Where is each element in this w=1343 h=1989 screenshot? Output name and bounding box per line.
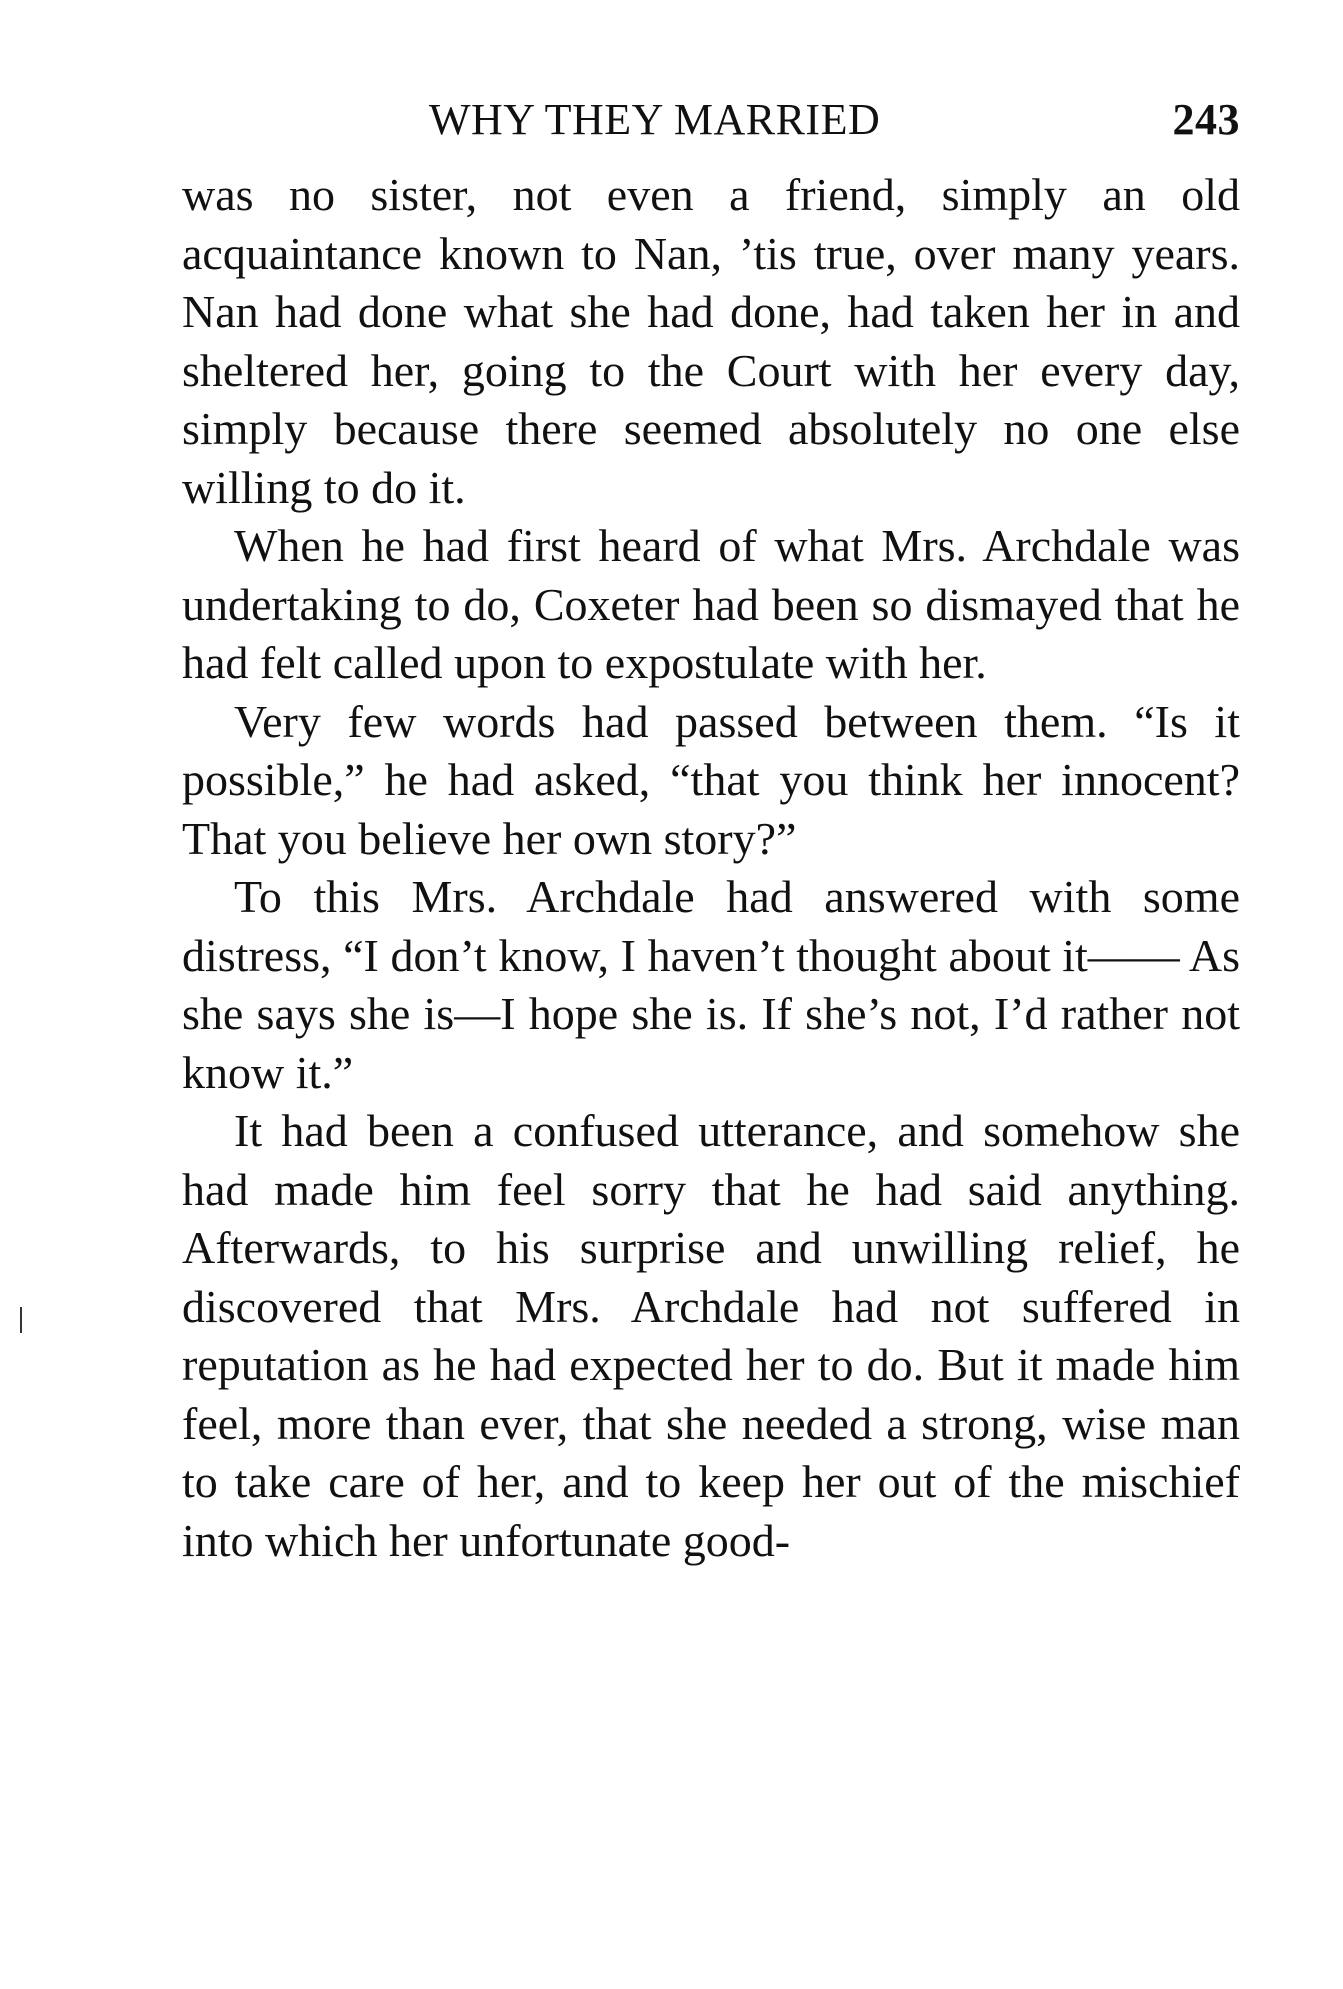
margin-mark — [20, 1307, 22, 1333]
paragraph: When he had first heard of what Mrs. Archdale was undertaking to do, Coxeter had been so dismayed that he had felt called upon to expostulate with her. — [182, 520, 1240, 688]
page-number: 243 — [1172, 95, 1240, 144]
paragraph-continuation: was no sister, not even a friend, simply an old acquaintance known to Nan, ’tis true, over many years. Nan had done what she had done, had taken her in and sheltered her, going to the Court with her every day, simply because there seemed absolutely no one else willing to do it. — [182, 169, 1240, 513]
running-title: WHY THEY MARRIED — [429, 95, 881, 144]
body-text — [182, 166, 1240, 1570]
paragraph: To this Mrs. Archdale had answered with some distress, “I don’t know, I haven’t thought about it—— As she says she is—I hope she is. If she’s not, I’d rather not know it.” — [182, 871, 1240, 1098]
running-header — [182, 92, 1240, 148]
paragraph: It had been a confused utterance, and somehow she had made him feel sorry that he had said anything. Afterwards, to his surprise and unwilling relief, he discovered that Mrs. Archdale had not suffered in reputation as he had expected her to do. But it made him feel, more than ever, that she needed a strong, wise man to take care of her, and to keep her out of the mischief into which her unfortunate good- — [182, 1105, 1240, 1566]
paragraph: Very few words had passed between them. “Is it possible,” he had asked, “that you think her innocent? That you believe her own story?” — [182, 695, 1240, 864]
